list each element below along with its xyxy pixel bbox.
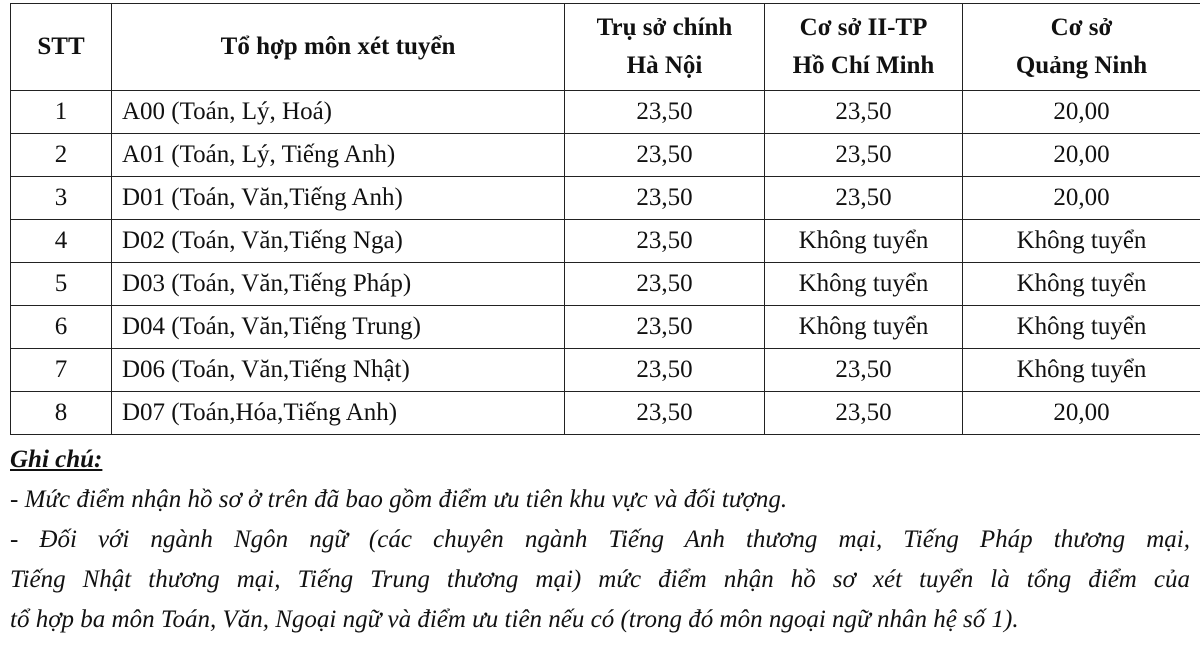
header-qn-line2: Quảng Ninh [1015,52,1148,79]
cell-stt: 5 [11,263,112,306]
cell-combo: D06 (Toán, Văn,Tiếng Nhật) [112,349,565,392]
cell-stt: 1 [11,91,112,134]
header-stt: STT [11,4,112,91]
cell-hanoi: 23,50 [565,263,765,306]
cell-hanoi: 23,50 [565,349,765,392]
table-row [11,177,1200,220]
table-row [11,220,1200,263]
cell-hcm: 23,50 [765,91,963,134]
cell-combo: D02 (Toán, Văn,Tiếng Nga) [112,220,565,263]
notes-section [10,440,1190,640]
cell-quangninh: 20,00 [963,392,1200,435]
cell-quangninh: 20,00 [963,177,1200,220]
cell-hcm: 23,50 [765,177,963,220]
table-row [11,349,1200,392]
table-row [11,306,1200,349]
cell-combo: D03 (Toán, Văn,Tiếng Pháp) [112,263,565,306]
header-hcm-line2: Hồ Chí Minh [792,52,935,79]
cell-combo: A00 (Toán, Lý, Hoá) [112,91,565,134]
cell-combo: A01 (Toán, Lý, Tiếng Anh) [112,134,565,177]
table-row [11,134,1200,177]
header-hanoi [565,4,765,91]
header-hcm-line1: Cơ sở II-TP [799,14,928,41]
cell-quangninh: Không tuyển [963,220,1200,263]
cell-hcm: Không tuyển [765,220,963,263]
cell-quangninh: 20,00 [963,91,1200,134]
cell-hanoi: 23,50 [565,134,765,177]
cell-stt: 6 [11,306,112,349]
header-hcm [765,4,963,91]
cell-stt: 8 [11,392,112,435]
header-hanoi-line1: Trụ sở chính [596,14,733,41]
cell-combo: D07 (Toán,Hóa,Tiếng Anh) [112,392,565,435]
table-row [11,91,1200,134]
cell-quangninh: Không tuyển [963,263,1200,306]
note-line-2a: - Đối với ngành Ngôn ngữ (các chuyên ngành Tiếng Anh thương mại, Tiếng Pháp thương mại, [10,526,1190,553]
admission-score-table [10,3,1200,435]
cell-hcm: Không tuyển [765,263,963,306]
cell-hcm: Không tuyển [765,306,963,349]
cell-quangninh: 20,00 [963,134,1200,177]
table-header-row [11,4,1200,91]
table-row [11,392,1200,435]
header-quangninh [963,4,1200,91]
note-line-1: - Mức điểm nhận hồ sơ ở trên đã bao gồm điểm ưu tiên khu vực và đối tượng. [10,486,788,513]
cell-hanoi: 23,50 [565,91,765,134]
cell-combo: D01 (Toán, Văn,Tiếng Anh) [112,177,565,220]
cell-hanoi: 23,50 [565,306,765,349]
cell-stt: 2 [11,134,112,177]
cell-combo: D04 (Toán, Văn,Tiếng Trung) [112,306,565,349]
cell-quangninh: Không tuyển [963,306,1200,349]
note-line-2c: tổ hợp ba môn Toán, Văn, Ngoại ngữ và điểm ưu tiên nếu có (trong đó môn ngoại ngữ nhân hệ số 1). [10,606,1019,633]
header-combo: Tổ hợp môn xét tuyển [112,4,565,91]
cell-quangninh: Không tuyển [963,349,1200,392]
cell-stt: 7 [11,349,112,392]
table-row [11,263,1200,306]
note-line-2b: Tiếng Nhật thương mại, Tiếng Trung thương mại) mức điểm nhận hồ sơ xét tuyển là tổng điểm của [10,566,1190,593]
cell-stt: 3 [11,177,112,220]
cell-hcm: 23,50 [765,134,963,177]
header-qn-line1: Cơ sở [1050,14,1113,41]
cell-hanoi: 23,50 [565,177,765,220]
cell-hcm: 23,50 [765,392,963,435]
header-hanoi-line2: Hà Nội [626,52,703,79]
cell-hanoi: 23,50 [565,392,765,435]
notes-title: Ghi chú: [10,446,103,473]
cell-stt: 4 [11,220,112,263]
cell-hanoi: 23,50 [565,220,765,263]
cell-hcm: 23,50 [765,349,963,392]
